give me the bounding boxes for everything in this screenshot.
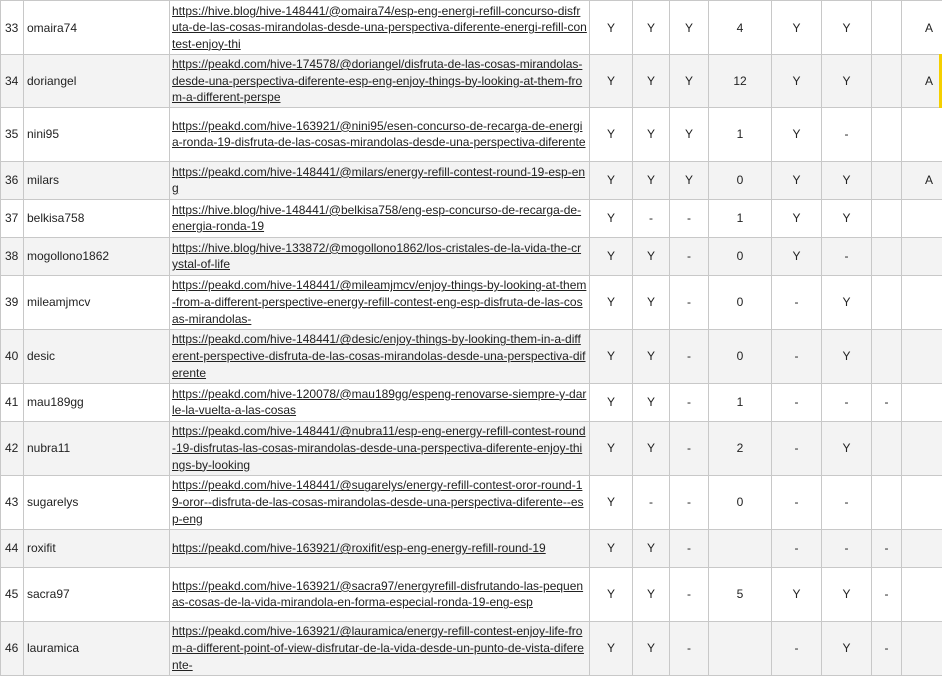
post-link[interactable]: https://peakd.com/hive-163921/@nini95/esen-concurso-de-recarga-de-energia-ronda-19-disfruta-de-las-cosas-mirandolas-desde-una-perspectiva-diferente xyxy=(172,119,586,150)
check-cell-8[interactable] xyxy=(902,329,942,383)
check-cell-3[interactable]: - xyxy=(670,529,709,567)
post-link[interactable]: https://peakd.com/hive-163921/@sacra97/energyrefill-disfrutando-las-pequenas-cosas-de-la-vida-mirandola-en-forma-especial-ronda-19-eng-esp xyxy=(172,579,583,610)
check-cell-6[interactable]: Y xyxy=(822,1,872,55)
row-number-cell: 40 xyxy=(1,329,24,383)
check-cell-7[interactable] xyxy=(872,199,902,237)
table-row xyxy=(1,621,942,675)
check-cell-6[interactable]: Y xyxy=(822,421,872,475)
table-row xyxy=(1,237,942,275)
table-row xyxy=(1,475,942,529)
check-cell-8[interactable] xyxy=(902,529,942,567)
check-cell-2[interactable]: Y xyxy=(633,275,670,329)
check-cell-5[interactable]: - xyxy=(772,621,822,675)
check-cell-6[interactable]: - xyxy=(822,529,872,567)
check-cell-6[interactable]: Y xyxy=(822,275,872,329)
username-cell[interactable]: roxifit xyxy=(24,529,170,567)
check-cell-6[interactable]: - xyxy=(822,383,872,421)
username-cell[interactable]: sacra97 xyxy=(24,567,170,621)
url-cell[interactable] xyxy=(170,107,590,161)
check-cell-6[interactable]: Y xyxy=(822,199,872,237)
url-cell[interactable] xyxy=(170,329,590,383)
table-row xyxy=(1,161,942,199)
check-cell-8[interactable] xyxy=(902,567,942,621)
url-cell[interactable] xyxy=(170,161,590,199)
check-cell-6[interactable]: Y xyxy=(822,621,872,675)
check-cell-7[interactable]: - xyxy=(872,567,902,621)
table-row xyxy=(1,421,942,475)
post-link[interactable]: https://peakd.com/hive-174578/@doriangel/disfruta-de-las-cosas-mirandolas-desde-una-perspectiva-diferente-esp-eng-enjoy-things-by-looking-at-them-from-a-different-perspe xyxy=(172,57,582,104)
table-row xyxy=(1,199,942,237)
check-cell-3[interactable]: Y xyxy=(670,55,709,108)
check-cell-2[interactable]: - xyxy=(633,475,670,529)
check-cell-4[interactable]: 1 xyxy=(709,107,772,161)
check-cell-2[interactable]: Y xyxy=(633,237,670,275)
check-cell-5[interactable]: Y xyxy=(772,107,822,161)
post-link[interactable]: https://peakd.com/hive-148441/@nubra11/esp-eng-energy-refill-contest-round-19-disfrutas-las-cosas-mirandolas-desde-una-perspectiva-diferente-enjoy-things-by-looking xyxy=(172,424,586,471)
table-body xyxy=(1,1,942,676)
check-cell-3[interactable]: - xyxy=(670,475,709,529)
check-cell-3[interactable]: Y xyxy=(670,161,709,199)
check-cell-8[interactable] xyxy=(902,199,942,237)
post-link[interactable]: https://hive.blog/hive-133872/@mogollono1862/los-cristales-de-la-vida-the-crystal-of-life xyxy=(172,241,581,272)
check-cell-4[interactable]: 4 xyxy=(709,1,772,55)
url-cell[interactable] xyxy=(170,1,590,55)
username-cell[interactable]: milars xyxy=(24,161,170,199)
check-cell-7[interactable]: - xyxy=(872,529,902,567)
url-cell[interactable] xyxy=(170,55,590,108)
check-cell-3[interactable]: - xyxy=(670,237,709,275)
check-cell-2[interactable]: Y xyxy=(633,329,670,383)
check-cell-2[interactable]: Y xyxy=(633,421,670,475)
url-cell[interactable] xyxy=(170,529,590,567)
check-cell-8[interactable] xyxy=(902,421,942,475)
check-cell-8[interactable] xyxy=(902,621,942,675)
username-cell[interactable]: omaira74 xyxy=(24,1,170,55)
check-cell-6[interactable]: - xyxy=(822,237,872,275)
check-cell-5[interactable]: Y xyxy=(772,237,822,275)
check-cell-8[interactable] xyxy=(902,383,942,421)
check-cell-2[interactable]: Y xyxy=(633,107,670,161)
url-cell[interactable] xyxy=(170,383,590,421)
table-row xyxy=(1,529,942,567)
check-cell-1[interactable]: Y xyxy=(590,529,633,567)
check-cell-2[interactable]: Y xyxy=(633,621,670,675)
check-cell-3[interactable]: Y xyxy=(670,107,709,161)
check-cell-5[interactable]: - xyxy=(772,383,822,421)
check-cell-3[interactable]: - xyxy=(670,275,709,329)
username-cell[interactable]: mogollono1862 xyxy=(24,237,170,275)
check-cell-8[interactable]: A xyxy=(902,55,942,108)
post-link[interactable]: https://peakd.com/hive-163921/@roxifit/esp-eng-energy-refill-round-19 xyxy=(172,541,546,555)
check-cell-1[interactable]: Y xyxy=(590,329,633,383)
check-cell-4[interactable]: 0 xyxy=(709,161,772,199)
check-cell-8[interactable] xyxy=(902,275,942,329)
url-cell[interactable] xyxy=(170,567,590,621)
url-cell[interactable] xyxy=(170,475,590,529)
row-number-cell: 38 xyxy=(1,237,24,275)
post-link[interactable]: https://peakd.com/hive-120078/@mau189gg/espeng-renovarse-siempre-y-darle-la-vuelta-a-las-cosas xyxy=(172,387,586,418)
check-cell-5[interactable]: - xyxy=(772,329,822,383)
check-cell-6[interactable]: Y xyxy=(822,329,872,383)
check-cell-2[interactable]: - xyxy=(633,199,670,237)
check-cell-4[interactable]: 1 xyxy=(709,383,772,421)
check-cell-7[interactable] xyxy=(872,237,902,275)
check-cell-4[interactable]: 5 xyxy=(709,567,772,621)
check-cell-1[interactable]: Y xyxy=(590,567,633,621)
row-number-cell: 43 xyxy=(1,475,24,529)
check-cell-8[interactable] xyxy=(902,475,942,529)
post-link[interactable]: https://hive.blog/hive-148441/@omaira74/esp-eng-energi-refill-concurso-disfruta-de-las-cosas-mirandolas-desde-una-perspectiva-diferente-energi-refill-contest-enjoy-thi xyxy=(172,4,587,51)
row-number-cell: 44 xyxy=(1,529,24,567)
row-number-cell: 42 xyxy=(1,421,24,475)
post-link[interactable]: https://hive.blog/hive-148441/@belkisa758/eng-esp-concurso-de-recarga-de-energia-ronda-19 xyxy=(172,203,581,234)
check-cell-8[interactable] xyxy=(902,237,942,275)
check-cell-4[interactable]: 0 xyxy=(709,275,772,329)
check-cell-2[interactable]: Y xyxy=(633,383,670,421)
check-cell-1[interactable]: Y xyxy=(590,237,633,275)
check-cell-5[interactable]: Y xyxy=(772,567,822,621)
check-cell-1[interactable]: Y xyxy=(590,275,633,329)
check-cell-7[interactable] xyxy=(872,421,902,475)
check-cell-1[interactable]: Y xyxy=(590,421,633,475)
username-cell[interactable]: nini95 xyxy=(24,107,170,161)
check-cell-8[interactable]: A xyxy=(902,1,942,55)
row-number-cell: 35 xyxy=(1,107,24,161)
check-cell-4[interactable]: 1 xyxy=(709,199,772,237)
table-row xyxy=(1,1,942,55)
post-link[interactable]: https://peakd.com/hive-163921/@lauramica/energy-refill-contest-enjoy-life-from-a-different-point-of-view-disfrutar-de-la-vida-desde-un-punto-de-vista-diferente- xyxy=(172,624,584,671)
check-cell-1[interactable]: Y xyxy=(590,1,633,55)
row-number-cell: 36 xyxy=(1,161,24,199)
check-cell-7[interactable] xyxy=(872,275,902,329)
url-cell[interactable] xyxy=(170,275,590,329)
check-cell-1[interactable]: Y xyxy=(590,55,633,108)
post-link[interactable]: https://peakd.com/hive-148441/@sugarelys/energy-refill-contest-oror-round-19-oror--disfruta-de-las-cosas-mirandolas-desde-una-perspectiva-diferente--esp-eng xyxy=(172,478,584,525)
check-cell-3[interactable]: - xyxy=(670,621,709,675)
check-cell-8[interactable]: A xyxy=(902,161,942,199)
check-cell-5[interactable]: Y xyxy=(772,161,822,199)
check-cell-6[interactable]: Y xyxy=(822,567,872,621)
username-cell[interactable]: mau189gg xyxy=(24,383,170,421)
post-link[interactable]: https://peakd.com/hive-148441/@desic/enjoy-things-by-looking-them-in-a-different-perspective-disfruta-de-las-cosas-mirandolas-desde-una-perspectiva-diferente xyxy=(172,332,586,379)
table-row xyxy=(1,55,942,108)
check-cell-8[interactable] xyxy=(902,107,942,161)
check-cell-3[interactable]: - xyxy=(670,421,709,475)
check-cell-4[interactable]: 12 xyxy=(709,55,772,108)
username-cell[interactable]: sugarelys xyxy=(24,475,170,529)
table-row xyxy=(1,329,942,383)
check-cell-2[interactable]: Y xyxy=(633,1,670,55)
username-cell[interactable]: lauramica xyxy=(24,621,170,675)
check-cell-2[interactable]: Y xyxy=(633,161,670,199)
check-cell-3[interactable]: - xyxy=(670,567,709,621)
post-link[interactable]: https://peakd.com/hive-148441/@milars/energy-refill-contest-round-19-esp-eng xyxy=(172,165,585,196)
check-cell-6[interactable]: Y xyxy=(822,161,872,199)
check-cell-3[interactable]: Y xyxy=(670,1,709,55)
table-row xyxy=(1,107,942,161)
url-cell[interactable] xyxy=(170,421,590,475)
check-cell-7[interactable] xyxy=(872,329,902,383)
check-cell-5[interactable]: Y xyxy=(772,55,822,108)
check-cell-3[interactable]: - xyxy=(670,329,709,383)
check-cell-1[interactable]: Y xyxy=(590,383,633,421)
table-row xyxy=(1,275,942,329)
check-cell-7[interactable] xyxy=(872,107,902,161)
check-cell-2[interactable]: Y xyxy=(633,567,670,621)
check-cell-2[interactable]: Y xyxy=(633,55,670,108)
post-link[interactable]: https://peakd.com/hive-148441/@mileamjmcv/enjoy-things-by-looking-at-them-from-a-different-perspective-energy-refill-contest-eng-esp-disfruta-de-las-cosas-mirandolas- xyxy=(172,278,586,325)
check-cell-7[interactable]: - xyxy=(872,383,902,421)
check-cell-5[interactable]: - xyxy=(772,529,822,567)
username-cell[interactable]: mileamjmcv xyxy=(24,275,170,329)
check-cell-7[interactable] xyxy=(872,475,902,529)
row-number-cell: 37 xyxy=(1,199,24,237)
check-cell-2[interactable]: Y xyxy=(633,529,670,567)
username-cell[interactable]: doriangel xyxy=(24,55,170,108)
check-cell-4[interactable]: 0 xyxy=(709,237,772,275)
check-cell-1[interactable]: Y xyxy=(590,621,633,675)
username-cell[interactable]: desic xyxy=(24,329,170,383)
check-cell-5[interactable]: Y xyxy=(772,1,822,55)
check-cell-5[interactable]: - xyxy=(772,275,822,329)
url-cell[interactable] xyxy=(170,199,590,237)
check-cell-7[interactable] xyxy=(872,55,902,108)
check-cell-7[interactable] xyxy=(872,161,902,199)
check-cell-6[interactable]: Y xyxy=(822,55,872,108)
username-cell[interactable]: nubra11 xyxy=(24,421,170,475)
url-cell[interactable] xyxy=(170,237,590,275)
check-cell-3[interactable]: - xyxy=(670,199,709,237)
check-cell-3[interactable]: - xyxy=(670,383,709,421)
check-cell-4[interactable]: 0 xyxy=(709,329,772,383)
username-cell[interactable]: belkisa758 xyxy=(24,199,170,237)
check-cell-7[interactable] xyxy=(872,1,902,55)
check-cell-1[interactable]: Y xyxy=(590,107,633,161)
row-number-cell: 46 xyxy=(1,621,24,675)
check-cell-5[interactable]: - xyxy=(772,475,822,529)
row-number-cell: 41 xyxy=(1,383,24,421)
check-cell-5[interactable]: Y xyxy=(772,199,822,237)
check-cell-6[interactable]: - xyxy=(822,475,872,529)
table-row xyxy=(1,567,942,621)
check-cell-5[interactable]: - xyxy=(772,421,822,475)
check-cell-6[interactable]: - xyxy=(822,107,872,161)
check-cell-4[interactable] xyxy=(709,529,772,567)
check-cell-1[interactable]: Y xyxy=(590,199,633,237)
row-number-cell: 34 xyxy=(1,55,24,108)
check-cell-1[interactable]: Y xyxy=(590,161,633,199)
row-number-cell: 33 xyxy=(1,1,24,55)
row-number-cell: 45 xyxy=(1,567,24,621)
check-cell-4[interactable] xyxy=(709,621,772,675)
check-cell-1[interactable]: Y xyxy=(590,475,633,529)
check-cell-7[interactable]: - xyxy=(872,621,902,675)
table-row xyxy=(1,383,942,421)
row-number-cell: 39 xyxy=(1,275,24,329)
check-cell-4[interactable]: 0 xyxy=(709,475,772,529)
url-cell[interactable] xyxy=(170,621,590,675)
check-cell-4[interactable]: 2 xyxy=(709,421,772,475)
